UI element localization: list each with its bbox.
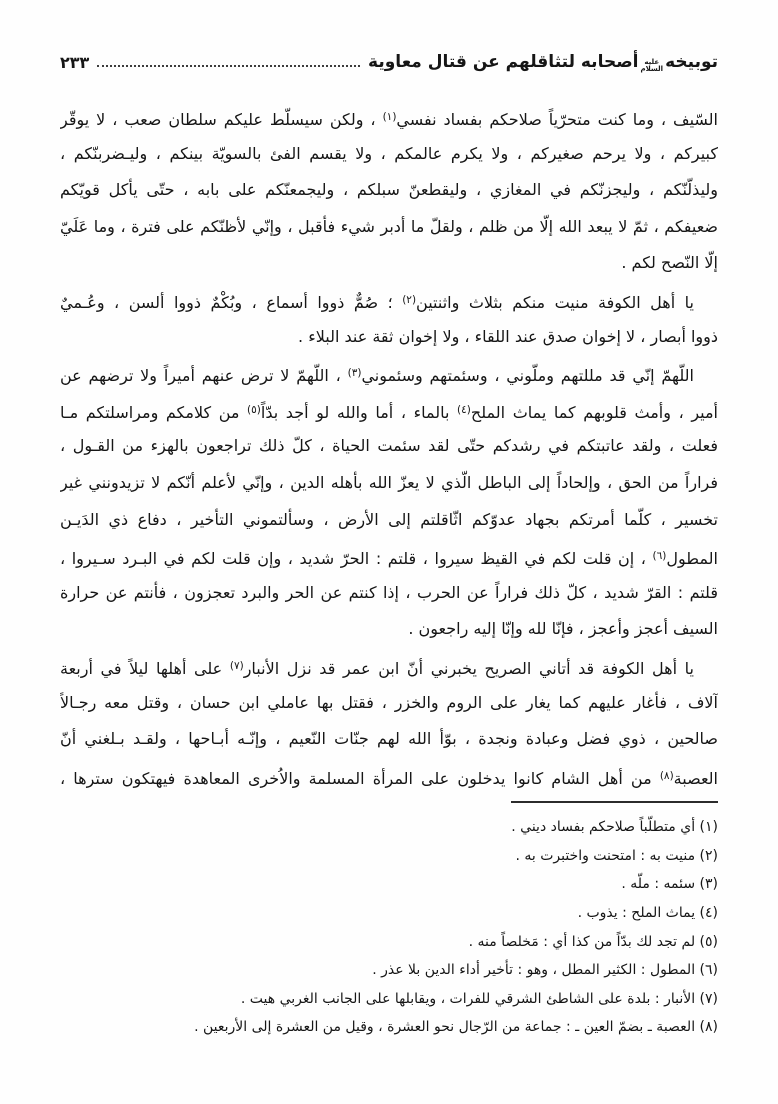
- footnote-item: (٤) يماث الملح : يذوب .: [577, 905, 718, 922]
- body-line: يا أهل الكوفة منيت منكم بثلاث واثنتين$^{(٢)}$ ؛ صُمٌّ ذووا أسماع ، وبُكْمٌ ذووا ألسن ، وعُـميٌ: [60, 292, 695, 312]
- running-head: [60, 46, 718, 72]
- page-title: [368, 52, 718, 72]
- footnote-ref: (٦): [652, 550, 667, 563]
- body-line: المطول$^{(٦)}$ ، إن قلت لكم في القيظ سيروا ، قلتم : الحرّ شديد ، وإن قلت لكم في البـرد سـيروا ،: [60, 549, 718, 569]
- body-line: كبيركم ، ولا يرحم صغيركم ، ولا يكرم عالمكم ، ولا يقسم الفئ بالسويّة بينكم ، وليـضربنّكم ،: [60, 143, 718, 163]
- body-line: أمير ، وأمث قلوبهم كما يماث الملح$^{(٤)}$ بالماء ، أما والله لو أجد بدّاً$^{(٥)}$ من كلامكم ومراسلتكم مـا: [60, 402, 718, 422]
- footnotes: [60, 813, 718, 1042]
- footnote-ref: (٨): [659, 769, 674, 782]
- body-line: قلتم : القرّ شديد ، كلّ ذلك فراراً عن الحرب ، إذا كنتم عن الحر والبرد تعجزون ، فأنتم عن حرارة: [60, 582, 718, 602]
- body-line: السيف أعجز وأعجز ، فإنّا لله وإنّا إليه راجعون .: [408, 619, 718, 639]
- footnote-item: (٣) سئمه : ملّه .: [621, 876, 718, 893]
- footnote-separator: [511, 801, 718, 803]
- footnote-item: (٧) الأنبار : بلدة على الشاطئ الشرقي للفرات ، ويقابلها على الجانب الغربي هيت .: [240, 990, 718, 1007]
- footnote-item: (٢) منيت به : امتحنت واختبرت به .: [515, 847, 718, 864]
- body-line: تخسير ، كلّما أمرتكم بجهاد عدوّكم اثّاقلتم إلى الأرض ، وسألتموني التأخير ، دفاع ذي الدَيـن: [60, 509, 718, 529]
- body-line: اللّهمّ إنّي قد مللتهم وملّوني ، وسئمتهم وسئموني$^{(٣)}$ ، اللّهمّ لا ترض عنهم أميراً ولا ترضهم عن: [60, 366, 695, 386]
- body-line: صالحين ، ذوي فضل وعبادة ونجدة ، بوّأ الله لهم جنّات النّعيم ، وإنّـه أبـاحها ، ولقـد بـلغني أنّ: [60, 729, 718, 749]
- footnote-item: (٦) المطول : الكثير المطل ، وهو : تأخير أداء الدين بلا عذر .: [372, 962, 718, 979]
- page-title-suffix: أصحابه لتثاقلهم عن قتال معاوية: [368, 52, 639, 72]
- body-line: يا أهل الكوفة قد أتاني الصريح يخبرني أنّ ابن عمر قد نزل الأنبار$^{(٧)}$ على أهلها ليلاً في أربعة: [60, 658, 694, 678]
- body-line: فعلت ، ولقد عاتبتكم في رشدكم حتّى لقد سئمت الحياة ، كلّ ذلك تراجعون بالهزء من القـول ،: [60, 436, 718, 456]
- body-text: [60, 99, 718, 794]
- footnote-ref: (٣): [347, 367, 362, 380]
- footnote-ref: (٢): [402, 293, 417, 306]
- footnote-item: (١) أي متطلّباً صلاحكم بفساد ديني .: [511, 819, 718, 836]
- body-line: ضعيفكم ، ثمّ لا يبعد الله إلّا من ظلم ، ولقلّ ما أدبر شيء فأقبل ، وإنّي لأظنّكم على فترة ، وما عَلَيّ: [60, 216, 718, 236]
- footnote-item: (٥) لم تجد لك بدّاً من كذا أي : مَخلصاً منه .: [468, 933, 718, 950]
- honorific-icon: عليه السلام: [640, 57, 664, 74]
- body-line: فراراً من الحق ، وإلحاداً إلى الباطل الّذي لا يعزّ الله بأهله الدين ، وإنّي لأعلم أنّكم لا تزيدونني غير: [60, 472, 718, 492]
- page-number: ٢٣٣: [60, 53, 90, 72]
- footnote-ref: (١): [382, 111, 397, 123]
- footnote-ref: (٥): [247, 403, 261, 416]
- body-line: وليذلّنّكم ، وليجزنّكم في المغازي ، وليقطعنّ سبلكم ، وليجمعنّكم على بابه ، حتّى يأكل قويّكم: [60, 180, 718, 200]
- body-line: العصبة$^{(٨)}$ من أهل الشام كانوا يدخلون على المرأة المسلمة والاُخرى المعاهدة فيهتكون سترها ،: [60, 768, 718, 788]
- body-line: آلاف ، فأغار عليهم كما يغار على الروم والخزر ، فقتل بها عاملي ابن حسان ، وقتل معه رجـالاً: [60, 692, 718, 712]
- footnote-ref: (٧): [229, 659, 244, 672]
- page-title-prefix: توبيخه: [665, 52, 718, 72]
- body-line: السّيف ، وما كنت متحرّياً صلاحكم بفساد نفسي$^{(١)}$ ، ولكن سيسلّط عليكم سلطان صعب ، لا يوقّر: [60, 110, 718, 129]
- footnote-item: (٨) العصبة ـ بضمّ العين ـ : جماعة من الرّجال نحو العشرة ، وقيل من العشرة إلى الأربعين .: [194, 1019, 718, 1036]
- dotted-leader: [97, 65, 360, 67]
- footnote-ref: (٤): [457, 403, 471, 416]
- body-line: إلّا النّصح لكم .: [621, 253, 718, 273]
- body-line: ذووا أبصار ، لا إخوان صدق عند اللقاء ، ولا إخوان ثقة عند البلاء .: [298, 326, 718, 346]
